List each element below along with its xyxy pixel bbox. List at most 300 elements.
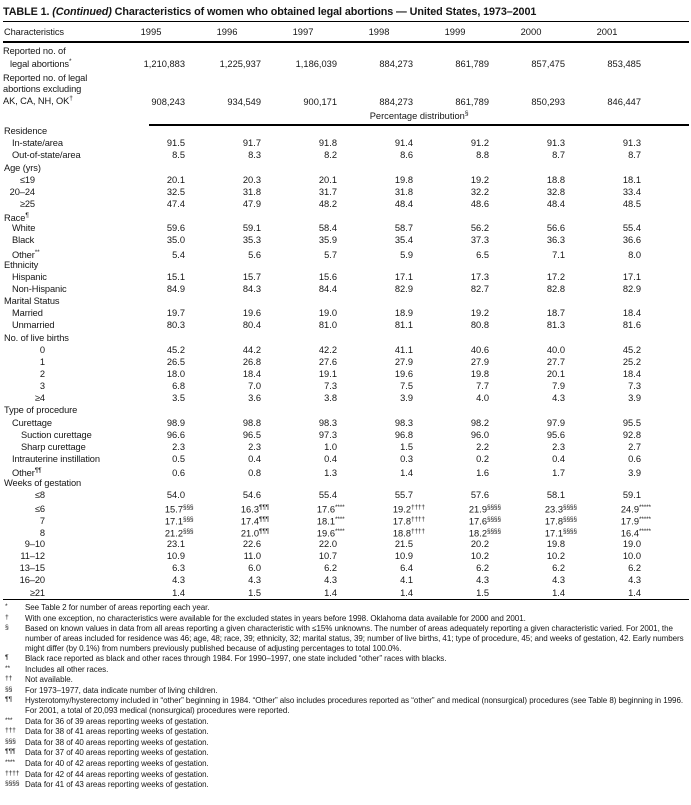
row-label: Married (12, 308, 43, 319)
value-cell: 58.4 (318, 223, 337, 234)
value-cell: 45.2 (622, 344, 641, 355)
value-cell: 11.0 (243, 551, 261, 562)
value-cell: 1,186,039 (295, 58, 337, 69)
table-row (3, 502, 689, 514)
footnote-text: Data for 36 of 39 areas reporting weeks of gestation. (25, 716, 209, 726)
footnote-marker: ¶ (25, 212, 29, 220)
section-row (3, 332, 689, 344)
reported-counts-section (3, 43, 689, 108)
value-cell: 8.7 (628, 150, 641, 161)
value-cell: 16.4***** (620, 527, 651, 539)
footnote-marker: †††† (5, 769, 20, 777)
value-cell: 18.0 (166, 368, 185, 379)
row-label-text: ≤6 (34, 504, 45, 515)
value-cell: 5.4 (172, 249, 185, 260)
table-row (3, 319, 689, 331)
table-row (3, 526, 689, 538)
row-label-text: 3 (39, 381, 45, 392)
value-cell: 10.0 (622, 551, 641, 562)
footnote (4, 654, 689, 665)
value-cell: 48.4 (546, 199, 565, 209)
value-cell: 47.4 (166, 199, 185, 209)
value-cell: 36.6 (622, 235, 641, 246)
row-label (3, 574, 113, 586)
value-cell: 900,171 (303, 96, 337, 107)
value-cell: 1.4 (172, 587, 185, 598)
row-label: Intrauterine instillation (12, 453, 100, 464)
value-cell: 8.5 (172, 150, 185, 161)
footnote-marker: ¶ (5, 654, 9, 662)
value-cell: 0.2 (476, 453, 489, 464)
footnote-marker: * (68, 57, 72, 65)
value-cell: 82.8 (546, 283, 565, 294)
value-cell: 20.1 (546, 368, 565, 379)
value-cell: 81.6 (622, 320, 641, 331)
value-cell: 55.4 (622, 223, 641, 234)
footnote-marker: ***** (639, 515, 651, 523)
footnote-marker: ¶¶¶ (259, 515, 270, 523)
value-cell: 22.0 (318, 538, 337, 549)
footnote-marker: ¶¶¶ (259, 527, 270, 535)
value-cell: 27.6 (318, 356, 337, 367)
year-column-header: 2000 (520, 26, 542, 37)
footnote (4, 685, 689, 696)
value-cell: 0.4 (248, 453, 261, 464)
table-caption: Characteristics of women who obtained legal abortions — United States, 1973–2001 (111, 6, 537, 18)
value-cell: 4.3 (552, 575, 565, 586)
value-cell: 15.7§§§ (164, 503, 194, 515)
value-cell: 27.9 (394, 356, 413, 367)
row-label: Other¶¶ (12, 467, 42, 479)
row-label-text: ≥25 (19, 199, 35, 209)
footnote (4, 664, 689, 675)
table-row (3, 137, 689, 149)
value-cell: 32.2 (470, 186, 489, 197)
value-cell: 21.5 (394, 538, 413, 549)
footnote-text: Data for 37 of 40 areas reporting weeks of gestation. (25, 748, 209, 758)
footnote (4, 748, 689, 759)
footnote-marker: §§§§ (487, 515, 501, 523)
value-cell: 96.5 (242, 429, 261, 440)
value-cell: 10.2 (470, 551, 489, 562)
footnote-text: Data for 41 of 43 areas reporting weeks of gestation. (25, 780, 209, 790)
value-cell: 18.8†††† (392, 527, 425, 539)
value-cell: 3.6 (248, 393, 261, 404)
table-row (3, 514, 689, 526)
value-cell: 20.1 (166, 174, 185, 185)
value-cell: 17.4¶¶¶ (240, 515, 270, 527)
value-cell: 82.9 (622, 283, 641, 294)
value-cell: 45.2 (166, 344, 185, 355)
percentage-distribution-header (149, 108, 689, 126)
table-row (3, 550, 689, 562)
row-label-text: ≥21 (29, 587, 45, 598)
footnote-text: See Table 2 for number of areas reporting each year. (25, 603, 210, 613)
row-label-text: 20–24 (9, 186, 35, 197)
value-cell: 17.8§§§§ (544, 515, 577, 527)
value-cell: 19.0 (318, 308, 337, 319)
section-row (3, 210, 689, 222)
row-label (3, 198, 113, 210)
footnote (4, 780, 689, 791)
value-cell: 33.4 (622, 186, 641, 197)
continued-label: (Continued) (52, 6, 112, 18)
percentage-distribution-label: Percentage distribution (369, 111, 465, 122)
row-label (3, 392, 113, 404)
year-column-header: 2001 (596, 26, 618, 37)
value-cell: 98.2 (470, 417, 489, 428)
value-cell: 8.6 (400, 150, 413, 161)
row-label (3, 73, 113, 107)
footnote-text: Data for 38 of 40 areas reporting weeks of gestation. (25, 737, 209, 747)
value-cell: 21.0¶¶¶ (240, 527, 270, 539)
value-cell: 1.5 (400, 441, 413, 452)
row-label: Sharp curettage (21, 441, 86, 452)
value-cell: 91.3 (622, 138, 641, 149)
value-cell: 32.5 (166, 186, 185, 197)
value-cell: 7.3 (324, 381, 337, 392)
value-cell: 2.3 (172, 441, 185, 452)
value-cell: 17.1§§§§ (544, 527, 577, 539)
footnote-text: Data for 38 of 41 areas reporting weeks of gestation. (25, 727, 209, 737)
row-label (3, 174, 113, 186)
value-cell: 96.6 (166, 429, 185, 440)
row-label (3, 503, 113, 515)
label-line: Reported no. of (3, 46, 66, 56)
footnote (4, 737, 689, 748)
value-cell: 10.9 (394, 551, 413, 562)
value-cell: 3.9 (400, 393, 413, 404)
footnote-text: For 1973–1977, data indicate number of living children. (25, 685, 218, 695)
value-cell: 35.0 (166, 235, 185, 246)
footnote (4, 769, 689, 780)
value-cell: 95.6 (546, 429, 565, 440)
table-row (3, 465, 689, 477)
table-header (3, 22, 689, 41)
value-cell: 4.3 (324, 575, 337, 586)
value-cell: 6.4 (400, 563, 413, 574)
section-label: Weeks of gestation (4, 478, 82, 489)
value-cell: 18.4 (242, 368, 261, 379)
value-cell: 98.8 (242, 417, 261, 428)
value-cell: 54.6 (242, 490, 261, 501)
row-label: Hispanic (12, 271, 47, 282)
value-cell: 20.3 (242, 174, 261, 185)
value-cell: 48.6 (470, 199, 489, 209)
value-cell: 18.1**** (316, 515, 345, 527)
year-column-header: 1997 (292, 26, 314, 37)
value-cell: 5.9 (400, 249, 413, 260)
label-line: legal abortions* (10, 57, 72, 69)
value-cell: 884,273 (379, 96, 413, 107)
value-cell: 40.6 (470, 344, 489, 355)
value-cell: 3.5 (172, 393, 185, 404)
value-cell: 17.1 (622, 271, 641, 282)
table-row (3, 174, 689, 186)
value-cell: 17.9***** (620, 515, 651, 527)
value-cell: 17.6§§§§ (468, 515, 501, 527)
footnote-marker: §§§§ (563, 527, 577, 535)
footnote-text: Based on known values in data from all areas reporting a given characteristic with ≤15% unknowns. The number of areas adequately reporting a given characteristic varied. For 2001, the number of areas included for residence was 46; age, 48; race, 39; ethnicity, 32; marital status, 39; number of live births, 41; type of procedure, 45; and weeks of gestation, 42. Early numbers might differ (by 0.1%) from numbers previously published because of adjusting percentages to total 100.0%. (25, 624, 684, 653)
section-label: No. of live births (4, 332, 69, 343)
row-label-text: 8 (39, 528, 45, 539)
table-row (3, 489, 689, 501)
value-cell: 1,225,937 (219, 58, 261, 69)
table-row (3, 247, 689, 259)
footnote-marker: ¶¶ (34, 467, 42, 475)
value-cell: 55.7 (394, 490, 413, 501)
value-cell: 57.6 (470, 490, 489, 501)
footnote-marker: ** (5, 664, 10, 672)
value-cell: 47.9 (242, 199, 261, 209)
footnote-marker: ¶¶ (5, 696, 12, 704)
value-cell: 1.4 (628, 587, 641, 598)
value-cell: 0.6 (628, 453, 641, 464)
label-line: AK, CA, NH, OK† (3, 95, 73, 107)
table-body (3, 125, 689, 598)
section-row (3, 404, 689, 416)
value-cell: 26.8 (242, 356, 261, 367)
row-label-text: ≤8 (34, 490, 45, 501)
row-label-text: ≥4 (34, 393, 45, 404)
footnote (4, 613, 689, 624)
value-cell: 0.8 (248, 468, 261, 479)
value-cell: 2.3 (248, 441, 261, 452)
value-cell: 59.6 (166, 223, 185, 234)
row-label: Other** (12, 248, 40, 260)
value-cell: 1.4 (400, 468, 413, 479)
table-row (3, 453, 689, 465)
value-cell: 861,789 (455, 96, 489, 107)
row-label-text: 0 (39, 344, 45, 355)
value-cell: 37.3 (470, 235, 489, 246)
value-cell: 8.7 (552, 150, 565, 161)
value-cell: 19.6 (242, 308, 261, 319)
value-cell: 36.3 (546, 235, 565, 246)
value-cell: 1.4 (400, 587, 413, 598)
footnote (4, 603, 689, 614)
footnote-text: Data for 40 of 42 areas reporting weeks of gestation. (25, 759, 209, 769)
footnote (4, 675, 689, 686)
value-cell: 97.9 (546, 417, 565, 428)
value-cell: 8.3 (248, 150, 261, 161)
footnote-marker: §§§ (183, 515, 194, 523)
row-label-text: 13–15 (19, 563, 45, 574)
value-cell: 4.3 (552, 393, 565, 404)
value-cell: 19.1 (318, 368, 337, 379)
row-label-text: ≤19 (19, 174, 35, 185)
footnote-marker: §§§ (5, 737, 16, 745)
value-cell: 31.7 (318, 186, 337, 197)
value-cell: 19.8 (470, 368, 489, 379)
value-cell: 84.9 (166, 283, 185, 294)
footnotes (3, 600, 689, 791)
footnote-text: With one exception, no characteristics were available for the excluded states in years before 1998. Oklahoma data available for 2000 and 2001. (25, 613, 526, 623)
table-row (3, 149, 689, 161)
value-cell: 1.6 (476, 468, 489, 479)
table-row (3, 380, 689, 392)
table-row (3, 344, 689, 356)
footnote-marker: §§§§ (487, 527, 501, 535)
footnote-marker: §§§ (183, 527, 194, 535)
row-label (3, 538, 113, 550)
table-row (3, 234, 689, 246)
value-cell: 82.7 (470, 283, 489, 294)
value-cell: 98.3 (394, 417, 413, 428)
value-cell: 91.8 (318, 138, 337, 149)
year-column-header: 1999 (444, 26, 466, 37)
value-cell: 7.1 (552, 249, 565, 260)
value-cell: 884,273 (379, 58, 413, 69)
value-cell: 1.4 (324, 587, 337, 598)
value-cell: 6.0 (248, 563, 261, 574)
table-row (3, 108, 689, 125)
value-cell: 1.7 (552, 468, 565, 479)
value-cell: 23.3§§§§ (544, 503, 577, 515)
value-cell: 6.2 (628, 563, 641, 574)
section-label: Residence (4, 126, 48, 137)
characteristics-column-header: Characteristics (4, 27, 64, 37)
value-cell: 81.1 (394, 320, 413, 331)
row-label-text: 9–10 (24, 538, 45, 549)
value-cell: 91.7 (242, 138, 261, 149)
value-cell: 6.8 (172, 381, 185, 392)
value-cell: 81.3 (546, 320, 565, 331)
value-cell: 853,485 (607, 58, 641, 69)
row-label-text: 16–20 (19, 575, 45, 586)
value-cell: 84.4 (318, 283, 337, 294)
row-label: In-state/area (12, 138, 63, 149)
footnote-marker: **** (5, 759, 15, 767)
value-cell: 934,549 (227, 96, 261, 107)
value-cell: 56.6 (546, 223, 565, 234)
table-number: TABLE 1. (3, 6, 50, 18)
value-cell: 27.9 (470, 356, 489, 367)
value-cell: 850,293 (531, 96, 565, 107)
value-cell: 26.5 (166, 356, 185, 367)
value-cell: 0.4 (324, 453, 337, 464)
value-cell: 59.1 (622, 490, 641, 501)
value-cell: 21.9§§§§ (468, 503, 501, 515)
value-cell: 6.3 (172, 563, 185, 574)
table-row (3, 356, 689, 368)
footnote-marker: † (69, 95, 73, 103)
value-cell: 7.7 (476, 381, 489, 392)
table-row (3, 222, 689, 234)
table-row (3, 271, 689, 283)
page-title (3, 5, 689, 21)
label-line: abortions excluding (3, 83, 82, 94)
table-row (3, 43, 689, 70)
footnote (4, 624, 689, 654)
value-cell: 20.2 (470, 538, 489, 549)
value-cell: 17.6**** (316, 503, 345, 515)
value-cell: 8.2 (324, 150, 337, 161)
value-cell: 58.7 (394, 223, 413, 234)
value-cell: 15.7 (242, 271, 261, 282)
value-cell: 15.6 (318, 271, 337, 282)
value-cell: 7.9 (552, 381, 565, 392)
value-cell: 17.1 (394, 271, 413, 282)
value-cell: 48.4 (394, 199, 413, 209)
footnote-marker: ***** (639, 503, 651, 511)
value-cell: 81.0 (318, 320, 337, 331)
value-cell: 48.5 (622, 199, 641, 209)
value-cell: 7.5 (400, 381, 413, 392)
row-label-text: 11–12 (20, 551, 45, 562)
value-cell: 91.4 (394, 138, 413, 149)
table-row (3, 307, 689, 319)
footnote-marker: §§ (5, 685, 13, 693)
footnote-marker: ** (34, 248, 40, 256)
section-label: Age (yrs) (4, 162, 41, 173)
value-cell: 1.4 (552, 587, 565, 598)
value-cell: 96.0 (470, 429, 489, 440)
footnote-marker: †† (5, 675, 13, 683)
footnote-marker: ¶¶¶ (259, 503, 270, 511)
value-cell: 0.3 (400, 453, 413, 464)
value-cell: 3.9 (628, 468, 641, 479)
row-label: Unmarried (12, 320, 55, 331)
value-cell: 91.2 (470, 138, 489, 149)
row-label: Black (12, 235, 35, 246)
value-cell: 6.5 (476, 249, 489, 260)
value-cell: 80.3 (166, 320, 185, 331)
footnote-marker: *** (5, 716, 13, 724)
value-cell: 19.8 (394, 174, 413, 185)
footnote-text: Includes all other races. (25, 664, 109, 674)
row-label (3, 46, 113, 69)
value-cell: 54.0 (166, 490, 185, 501)
year-column-header: 1996 (216, 26, 238, 37)
value-cell: 48.2 (318, 199, 337, 209)
row-label (3, 368, 113, 380)
row-label (3, 380, 113, 392)
row-label (3, 515, 113, 527)
value-cell: 3.8 (324, 393, 337, 404)
value-cell: 908,243 (151, 96, 185, 107)
table-row (3, 417, 689, 429)
value-cell: 18.4 (622, 368, 641, 379)
row-label (3, 489, 113, 501)
row-label (3, 356, 113, 368)
table-row (3, 186, 689, 198)
value-cell: 98.3 (318, 417, 337, 428)
row-label: Curettage (12, 417, 52, 428)
value-cell: 5.7 (324, 249, 337, 260)
value-cell: 3.9 (628, 393, 641, 404)
label-line: Reported no. of legal (3, 73, 88, 84)
value-cell: 1,210,883 (143, 58, 185, 69)
row-label (3, 550, 113, 562)
value-cell: 16.3¶¶¶ (240, 503, 270, 515)
value-cell: 6.2 (476, 563, 489, 574)
footnote (4, 696, 689, 716)
section-row (3, 125, 689, 137)
value-cell: 55.4 (318, 490, 337, 501)
value-cell: 35.3 (242, 235, 261, 246)
table-row (3, 587, 689, 599)
value-cell: 27.7 (546, 356, 565, 367)
value-cell: 17.1§§§ (164, 515, 194, 527)
footnote-marker: †††† (411, 503, 425, 511)
value-cell: 19.8 (546, 538, 565, 549)
value-cell: 56.2 (470, 223, 489, 234)
footnote-marker: § (464, 110, 469, 118)
value-cell: 21.2§§§ (164, 527, 194, 539)
table-row (3, 70, 689, 108)
value-cell: 17.8†††† (392, 515, 425, 527)
